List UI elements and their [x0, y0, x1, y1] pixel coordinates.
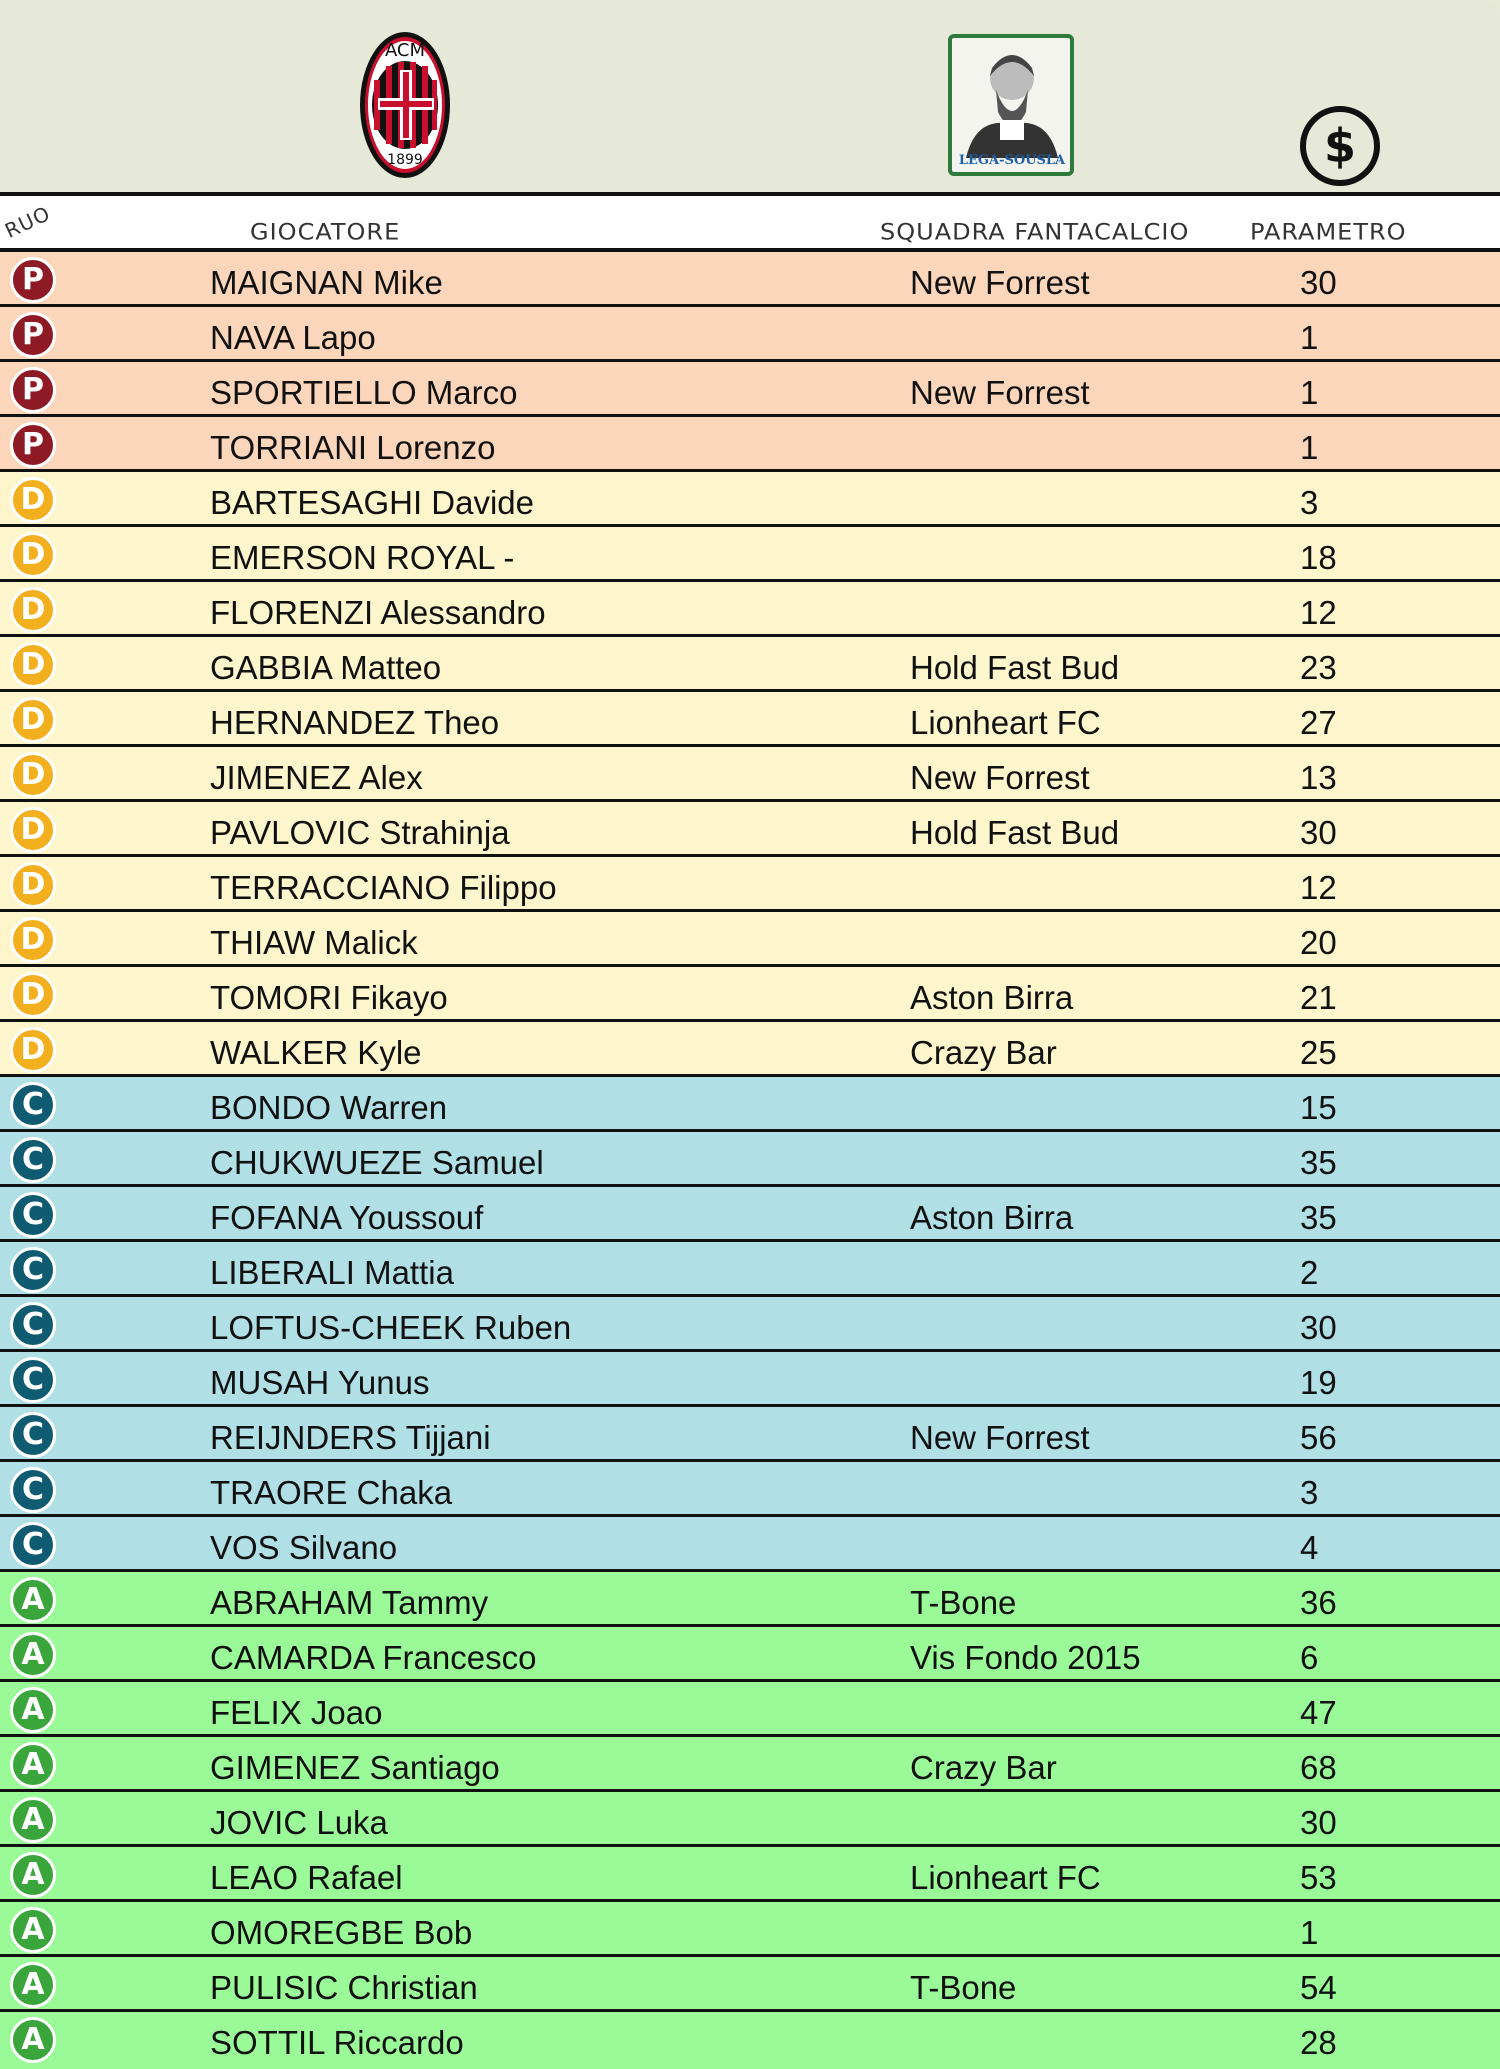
- table-row[interactable]: [0, 307, 1500, 362]
- fanta-team: Lionheart FC: [910, 1859, 1101, 1896]
- table-row[interactable]: [0, 362, 1500, 417]
- player-parametro: 27: [1300, 704, 1337, 741]
- table-row[interactable]: [0, 1902, 1500, 1957]
- player-name: SPORTIELLO Marco: [210, 374, 518, 411]
- svg-text:1899: 1899: [387, 152, 423, 168]
- player-parametro: 1: [1300, 1914, 1319, 1951]
- player-parametro: 36: [1300, 1584, 1337, 1621]
- svg-text:ACM: ACM: [384, 40, 426, 61]
- role-badge: A: [10, 1852, 56, 1898]
- player-name: CHUKWUEZE Samuel: [210, 1144, 544, 1181]
- role-badge: D: [10, 807, 56, 853]
- player-name: REIJNDERS Tijjani: [210, 1419, 491, 1456]
- role-badge: D: [10, 642, 56, 688]
- role-badge: C: [10, 1522, 56, 1568]
- fanta-team: Aston Birra: [910, 979, 1074, 1016]
- player-parametro: 4: [1300, 1529, 1319, 1566]
- role-badge: C: [10, 1302, 56, 1348]
- player-name: ABRAHAM Tammy: [210, 1584, 489, 1621]
- table-row[interactable]: [0, 1077, 1500, 1132]
- player-parametro: 19: [1300, 1364, 1337, 1401]
- role-badge: A: [10, 1632, 56, 1678]
- player-name: JOVIC Luka: [210, 1804, 388, 1841]
- player-parametro: 1: [1300, 429, 1319, 466]
- role-badge: D: [10, 1027, 56, 1073]
- role-badge: D: [10, 917, 56, 963]
- header-ruolo: RUO: [1, 201, 55, 243]
- fanta-team: T-Bone: [910, 1584, 1017, 1621]
- role-badge: P: [10, 312, 56, 358]
- header-squadra: SQUADRA FANTACALCIO: [880, 219, 1190, 245]
- fanta-team: Lionheart FC: [910, 704, 1101, 741]
- player-name: TRAORE Chaka: [210, 1474, 453, 1511]
- table-row[interactable]: [0, 1957, 1500, 2012]
- table-row[interactable]: [0, 1407, 1500, 1462]
- player-name: FOFANA Youssouf: [210, 1199, 484, 1236]
- player-parametro: 13: [1300, 759, 1337, 796]
- player-name: FLORENZI Alessandro: [210, 594, 546, 631]
- player-parametro: 12: [1300, 869, 1337, 906]
- role-badge: A: [10, 2017, 56, 2063]
- table-row[interactable]: [0, 802, 1500, 857]
- fanta-team: New Forrest: [910, 374, 1090, 411]
- player-name: MUSAH Yunus: [210, 1364, 430, 1401]
- role-badge: C: [10, 1467, 56, 1513]
- table-row[interactable]: [0, 1627, 1500, 1682]
- fanta-team: New Forrest: [910, 1419, 1090, 1456]
- svg-text:$: $: [1323, 119, 1357, 173]
- role-badge: A: [10, 1687, 56, 1733]
- money-icon: [1298, 104, 1382, 188]
- player-name: TOMORI Fikayo: [210, 979, 448, 1016]
- table-row[interactable]: [0, 1682, 1500, 1737]
- player-parametro: 54: [1300, 1969, 1337, 2006]
- player-parametro: 53: [1300, 1859, 1337, 1896]
- fanta-team: Vis Fondo 2015: [910, 1639, 1141, 1676]
- role-badge: C: [10, 1082, 56, 1128]
- player-parametro: 12: [1300, 594, 1337, 631]
- player-parametro: 47: [1300, 1694, 1337, 1731]
- player-name: LOFTUS-CHEEK Ruben: [210, 1309, 572, 1346]
- player-parametro: 30: [1300, 264, 1337, 301]
- role-badge: C: [10, 1137, 56, 1183]
- table-row[interactable]: [0, 1847, 1500, 1902]
- fanta-team: Aston Birra: [910, 1199, 1074, 1236]
- player-name: NAVA Lapo: [210, 319, 376, 356]
- table-row[interactable]: [0, 637, 1500, 692]
- table-row[interactable]: [0, 692, 1500, 747]
- player-parametro: 21: [1300, 979, 1337, 1016]
- table-row[interactable]: [0, 1187, 1500, 1242]
- player-parametro: 20: [1300, 924, 1337, 961]
- role-badge: A: [10, 1962, 56, 2008]
- club-crest-icon: [358, 30, 452, 180]
- fanta-team: New Forrest: [910, 264, 1090, 301]
- table-row[interactable]: [0, 857, 1500, 912]
- player-name: GABBIA Matteo: [210, 649, 442, 686]
- table-row[interactable]: [0, 527, 1500, 582]
- player-name: OMOREGBE Bob: [210, 1914, 473, 1951]
- table-row[interactable]: [0, 472, 1500, 527]
- table-row[interactable]: [0, 1242, 1500, 1297]
- table-row[interactable]: [0, 582, 1500, 637]
- fanta-team: T-Bone: [910, 1969, 1017, 2006]
- table-row[interactable]: [0, 252, 1500, 307]
- table-row[interactable]: [0, 1022, 1500, 1077]
- header-band: [0, 0, 1500, 196]
- player-name: HERNANDEZ Theo: [210, 704, 500, 741]
- fanta-team: New Forrest: [910, 759, 1090, 796]
- column-header-row: [0, 196, 1500, 252]
- player-name: BONDO Warren: [210, 1089, 448, 1126]
- fanta-team: Hold Fast Bud: [910, 814, 1120, 851]
- player-name: THIAW Malick: [210, 924, 418, 961]
- table-row[interactable]: [0, 1352, 1500, 1407]
- player-parametro: 1: [1300, 319, 1319, 356]
- role-badge: D: [10, 587, 56, 633]
- role-badge: A: [10, 1577, 56, 1623]
- table-row[interactable]: [0, 1297, 1500, 1352]
- player-parametro: 30: [1300, 1309, 1337, 1346]
- role-badge: C: [10, 1247, 56, 1293]
- player-name: VOS Silvano: [210, 1529, 398, 1566]
- role-badge: A: [10, 1742, 56, 1788]
- role-badge: A: [10, 1907, 56, 1953]
- table-row[interactable]: [0, 2012, 1500, 2069]
- table-row[interactable]: [0, 1792, 1500, 1847]
- player-name: SOTTIL Riccardo: [210, 2024, 464, 2061]
- player-name: PAVLOVIC Strahinja: [210, 814, 510, 851]
- header-giocatore: GIOCATORE: [250, 219, 401, 245]
- table-row[interactable]: [0, 1132, 1500, 1187]
- role-badge: P: [10, 422, 56, 468]
- role-badge: D: [10, 862, 56, 908]
- league-logo-icon: [946, 32, 1076, 178]
- svg-text:LEGA-SOUSLA: LEGA-SOUSLA: [958, 153, 1066, 168]
- role-badge: P: [10, 367, 56, 413]
- role-badge: D: [10, 477, 56, 523]
- role-badge: C: [10, 1412, 56, 1458]
- player-table: [0, 252, 1500, 2069]
- player-parametro: 25: [1300, 1034, 1337, 1071]
- role-badge: D: [10, 697, 56, 743]
- table-row[interactable]: [0, 417, 1500, 472]
- table-row[interactable]: [0, 1517, 1500, 1572]
- player-parametro: 3: [1300, 484, 1319, 521]
- role-badge: D: [10, 972, 56, 1018]
- player-name: EMERSON ROYAL -: [210, 539, 515, 576]
- player-name: BARTESAGHI Davide: [210, 484, 535, 521]
- role-badge: C: [10, 1192, 56, 1238]
- player-name: TORRIANI Lorenzo: [210, 429, 496, 466]
- player-name: GIMENEZ Santiago: [210, 1749, 500, 1786]
- player-parametro: 18: [1300, 539, 1337, 576]
- role-badge: P: [10, 257, 56, 303]
- player-name: TERRACCIANO Filippo: [210, 869, 557, 906]
- player-parametro: 30: [1300, 1804, 1337, 1841]
- player-name: PULISIC Christian: [210, 1969, 478, 2006]
- player-name: MAIGNAN Mike: [210, 264, 443, 301]
- table-row[interactable]: [0, 747, 1500, 802]
- player-name: LIBERALI Mattia: [210, 1254, 454, 1291]
- table-row[interactable]: [0, 967, 1500, 1022]
- role-badge: D: [10, 532, 56, 578]
- player-parametro: 15: [1300, 1089, 1337, 1126]
- table-row[interactable]: [0, 1462, 1500, 1517]
- table-row[interactable]: [0, 912, 1500, 967]
- fanta-team: Hold Fast Bud: [910, 649, 1120, 686]
- role-badge: C: [10, 1357, 56, 1403]
- role-badge: D: [10, 752, 56, 798]
- table-row[interactable]: [0, 1572, 1500, 1627]
- player-parametro: 56: [1300, 1419, 1337, 1456]
- player-name: CAMARDA Francesco: [210, 1639, 537, 1676]
- player-name: WALKER Kyle: [210, 1034, 422, 1071]
- fanta-team: Crazy Bar: [910, 1749, 1057, 1786]
- fanta-team: Crazy Bar: [910, 1034, 1057, 1071]
- player-parametro: 35: [1300, 1199, 1337, 1236]
- player-name: JIMENEZ Alex: [210, 759, 423, 796]
- player-parametro: 35: [1300, 1144, 1337, 1181]
- player-parametro: 30: [1300, 814, 1337, 851]
- table-row[interactable]: [0, 1737, 1500, 1792]
- player-parametro: 3: [1300, 1474, 1319, 1511]
- player-parametro: 2: [1300, 1254, 1319, 1291]
- player-parametro: 23: [1300, 649, 1337, 686]
- header-parametro: PARAMETRO: [1250, 219, 1407, 245]
- player-parametro: 68: [1300, 1749, 1337, 1786]
- player-name: FELIX Joao: [210, 1694, 383, 1731]
- player-parametro: 28: [1300, 2024, 1337, 2061]
- role-badge: A: [10, 1797, 56, 1843]
- player-parametro: 1: [1300, 374, 1319, 411]
- player-parametro: 6: [1300, 1639, 1319, 1676]
- player-name: LEAO Rafael: [210, 1859, 403, 1896]
